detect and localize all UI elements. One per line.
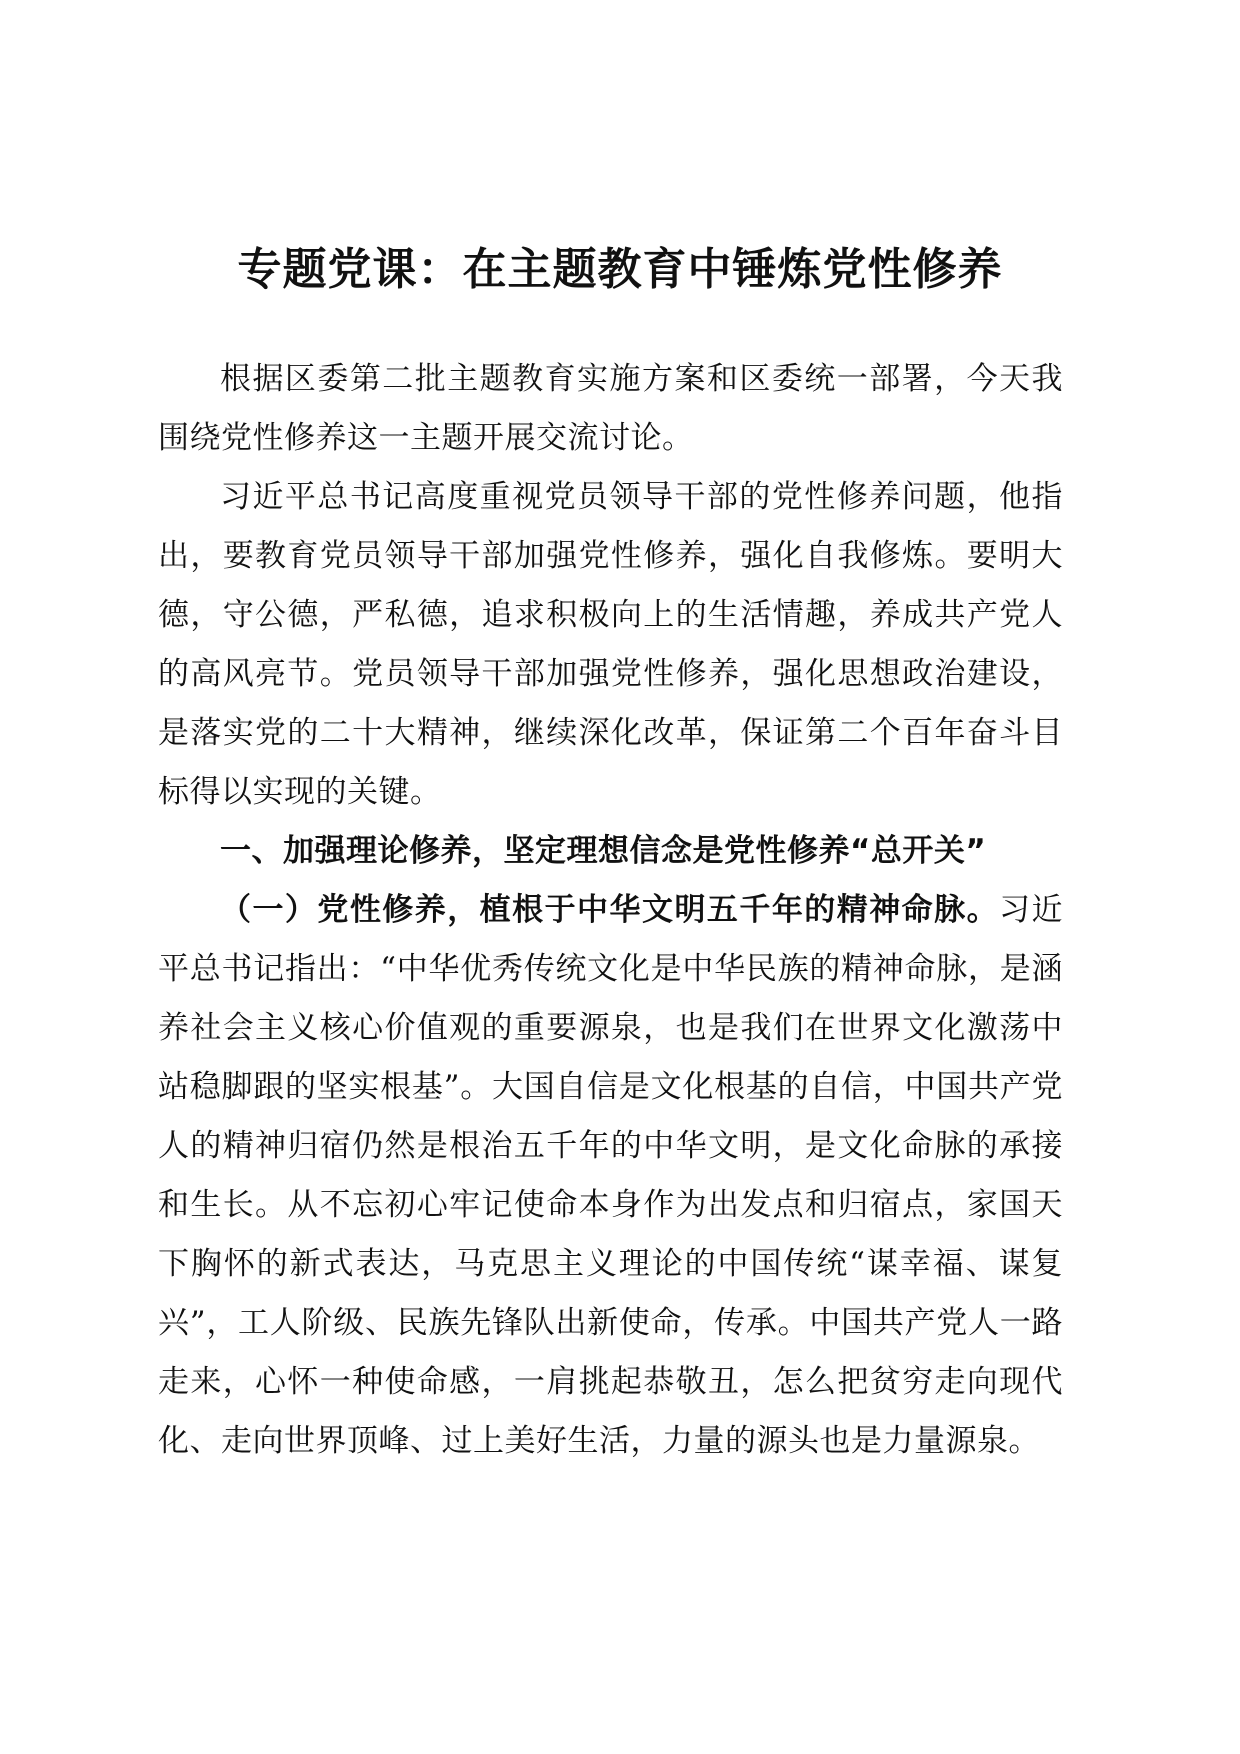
subsection-1-paragraph xyxy=(158,881,1063,1471)
page-title: 专题党课：在主题教育中锤炼党性修养 xyxy=(237,244,1003,295)
subsection-1-lead: （一）党性修养，植根于中华文明五千年的精神命脉。 xyxy=(220,892,1000,928)
intro-paragraph: 根据区委第二批主题教育实施方案和区委统一部署，今天我围绕党性修养这一主题开展交流讨论。 xyxy=(158,361,1063,456)
subsection-1-body: 习近平总书记指出：“中华优秀传统文化是中华民族的精神命脉，是涵养社会主义核心价值观的重要源泉，也是我们在世界文化激荡中站稳脚跟的坚实根基”。大国自信是文化根基的自信，中国共产党人的精神归宿仍然是根治五千年的中华文明，是文化命脉的承接和生长。从不忘初心牢记使命本身作为出发点和归宿点，家国天下胸怀的新式表达，马克思主义理论的中国传统“谋幸福、谋复兴”，工人阶级、民族先锋队出新使命，传承。中国共产党人一路走来，心怀一种使命感，一肩挑起恭敬丑，怎么把贫穷走向现代化、走向世界顶峰、过上美好生活，力量的源头也是力量源泉。 xyxy=(158,892,1064,1459)
section-1-heading: 一、加强理论修养，坚定理想信念是党性修养“总开关” xyxy=(220,833,987,869)
paragraph-2: 习近平总书记高度重视党员领导干部的党性修养问题，他指出，要教育党员领导干部加强党性修养，强化自我修炼。要明大德，守公德，严私德，追求积极向上的生活情趣，养成共产党人的高风亮节。党员领导干部加强党性修养，强化思想政治建设，是落实党的二十大精神，继续深化改革，保证第二个百年奋斗目标得以实现的关键。 xyxy=(158,479,1063,810)
document-body xyxy=(158,350,1063,1471)
